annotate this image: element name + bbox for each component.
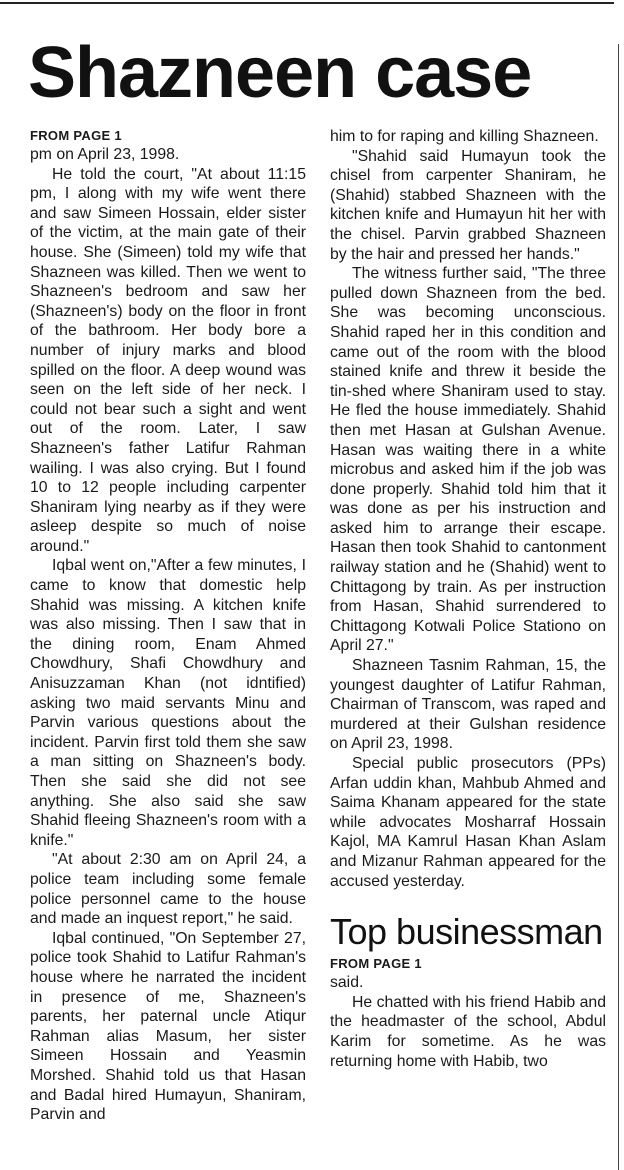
- paragraph: Iqbal continued, "On September 27, police took Shahid to Latifur Rahman's house where he narrated the incident in presence of me, Shazneen's parents, her paternal uncle Atiqur Rahman alias Masum, her sister Simeen Hossain and Yeasmin Morshed. Shahid told us that Hasan and Badal hired Humayun, Shaniram, Parvin and: [30, 929, 306, 1124]
- paragraph: He chatted with his friend Habib and the headmaster of the school, Abdul Karim for sometime. As he was returning home with Habib, two: [330, 993, 606, 1070]
- from-page-label: FROM PAGE 1: [330, 956, 422, 972]
- paragraph: Iqbal went on,"After a few minutes, I came to know that domestic help Shahid was missing. A kitchen knife was also missing. Then I saw that in the dining room, Enam Ahmed Chowdhury, Shafi Chowdhury and Anisuzzaman Khan (not idntified) asking two maid servants Minu and Parvin various questions about the incident. Parvin first told them she saw a man sitting on Shazneen's body. Then she said she did not see anything. She also said she saw Shahid fleeing Shazneen's room with a knife.": [30, 557, 306, 849]
- paragraph: "At about 2:30 am on April 24, a police team including some female police personnel came to the house and made an inquest report," he said.: [30, 851, 306, 928]
- paragraph: "Shahid said Humayun took the chisel from carpenter Shaniram, he (Shahid) stabbed Shazneen with the kitchen knife and Humayun hit her with the chisel. Parvin grabbed Shazneen by the hair and pressed her hands.": [330, 147, 606, 263]
- second-headline: Top businessman: [330, 911, 603, 953]
- from-page-label: FROM PAGE 1: [30, 128, 122, 143]
- paragraph: him to for raping and killing Shazneen.: [330, 128, 599, 145]
- paragraph: Shazneen Tasnim Rahman, 15, the youngest daughter of Latifur Rahman, Chairman of Transcom, was raped and murdered at their Gulshan residence on April 23, 1998.: [330, 657, 606, 753]
- paragraph: said.: [330, 974, 364, 992]
- right-column: [330, 127, 606, 1071]
- paragraph: The witness further said, "The three pulled down Shazneen from the bed. She was becoming unconscious. Shahid raped her in this condition and came out of the room with the blood stained knife and threw it beside the tin-shed where Shaniram used to stay. He fled the house immediately. Shahid then met Hasan at Gulshan Avenue. Hasan was waiting there in a white microbus and asked him if the job was done properly. Shahid told him that it was done as per his instruction and asked him to arrange their escape. Hasan then took Shahid to cantonment railway station and he (Shahid) went to Chittagong by train. As per instruction from Hasan, Shahid surrendered to Chittagong Kotwali Police Stationo on April 27.": [330, 265, 606, 655]
- column-rule: [618, 44, 619, 1170]
- paragraph: Special public prosecutors (PPs) Arfan uddin khan, Mahbub Ahmed and Saima Khanam appeared for the state while advocates Mosharraf Hossain Kajol, MA Kamrul Hasan Khan Aslam and Mizanur Rahman appeared for the accused yesterday.: [330, 755, 606, 890]
- paragraph: pm on April 23, 1998.: [30, 146, 180, 163]
- top-rule: [0, 2, 614, 4]
- left-column: [30, 127, 306, 1125]
- headline: Shazneen case: [28, 33, 532, 113]
- paragraph: He told the court, "At about 11:15 pm, I along with my wife went there and saw Simeen Hossain, elder sister of the victim, at the main gate of their house. She (Simeen) told my wife that Shazneen was killed. Then we went to Shazneen's bedroom and saw her (Shazneen's) body on the floor in front of the bathroom. Her body bore a number of injury marks and blood spilled on the floor. A deep wound was seen on the left side of her neck. I could not bear such a sight and went out of the room. Later, I saw Shazneen's father Latifur Rahman wailing. I was also crying. But I found 10 to 12 people including carpenter Shaniram lying nearby as if they were asleep despite so much of noise around.": [30, 165, 306, 555]
